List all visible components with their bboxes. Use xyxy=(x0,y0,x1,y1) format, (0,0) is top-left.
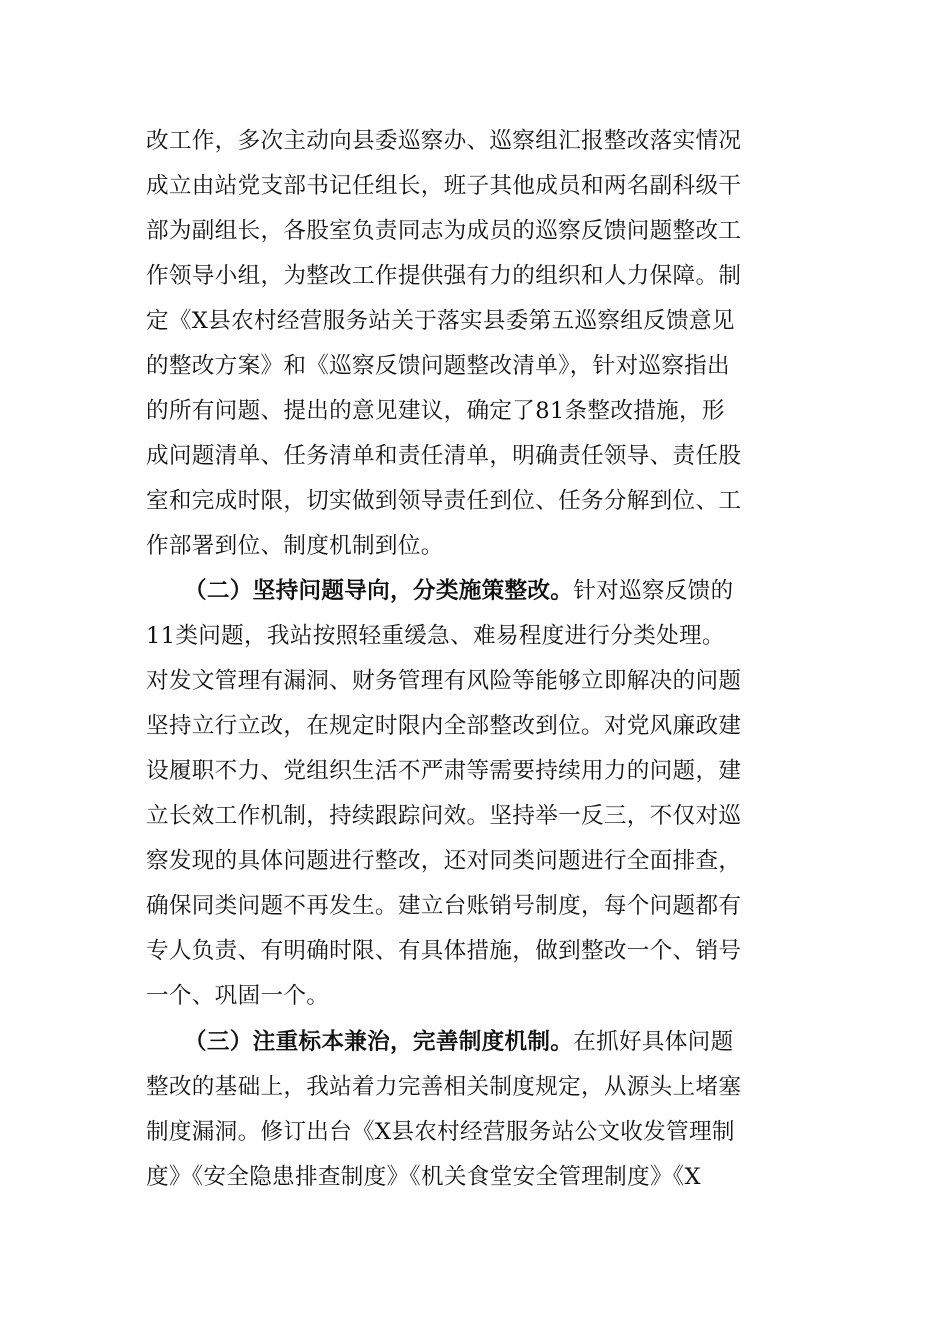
text-line: 一个、巩固一个。 xyxy=(146,983,330,1009)
text-line: 整改的基础上，我站着力完善相关制度规定，从源头上堵塞 xyxy=(146,1074,742,1100)
text-line: 立长效工作机制，持续跟踪问效。坚持举一反三，不仅对巡 xyxy=(146,803,742,829)
paragraph-2 xyxy=(146,569,810,1019)
text-line: 的所有问题、提出的意见建议，确定了81条整改措施，形 xyxy=(146,398,725,424)
text-line: 制度漏洞。修订出台《X县农村经营服务站公文收发管理制 xyxy=(146,1119,735,1145)
text-run: 针对巡察反馈的 xyxy=(573,578,734,604)
text-line: 坚持立行立改，在规定时限内全部整改到位。对党风廉政建 xyxy=(146,713,742,739)
section-heading: （三）注重标本兼治，完善制度机制。 xyxy=(184,1029,574,1055)
text-line: 成立由站党支部书记任组长，班子其他成员和两名副科级干 xyxy=(146,173,742,199)
text-line: 的整改方案》和《巡察反馈问题整改清单》，针对巡察指出 xyxy=(146,353,730,379)
text-line: 定《X县农村经营服务站关于落实县委第五巡察组反馈意见 xyxy=(146,308,735,334)
paragraph-1 xyxy=(146,119,810,569)
text-line: 11类问题，我站按照轻重缓急、难易程度进行分类处理。 xyxy=(146,623,725,649)
text-run: 在抓好具体问题 xyxy=(573,1029,734,1055)
text-line: 度》《安全隐患排查制度》《机关食堂安全管理制度》《X xyxy=(146,1164,701,1190)
text-line: 确保同类问题不再发生。建立台账销号制度，每个问题都有 xyxy=(146,893,742,919)
text-line: 设履职不力、党组织生活不严肃等需要持续用力的问题，建 xyxy=(146,758,742,784)
text-line-first xyxy=(146,569,810,614)
text-line: 察发现的具体问题进行整改，还对同类问题进行全面排查， xyxy=(146,848,742,874)
text-line: 部为副组长，各股室负责同志为成员的巡察反馈问题整改工 xyxy=(146,218,742,244)
text-line: 改工作，多次主动向县委巡察办、巡察组汇报整改落实情况 xyxy=(146,128,742,154)
paragraph-3 xyxy=(146,1020,810,1200)
text-line: 对发文管理有漏洞、财务管理有风险等能够立即解决的问题 xyxy=(146,668,742,694)
text-line-first xyxy=(146,1020,810,1065)
text-line: 作部署到位、制度机制到位。 xyxy=(146,533,444,559)
text-line: 专人负责、有明确时限、有具体措施，做到整改一个、销号 xyxy=(146,938,742,964)
section-heading: （二）坚持问题导向，分类施策整改。 xyxy=(184,578,574,604)
text-line: 室和完成时限，切实做到领导责任到位、任务分解到位、工 xyxy=(146,488,742,514)
text-line: 成问题清单、任务清单和责任清单，明确责任领导、责任股 xyxy=(146,443,742,469)
text-line: 作领导小组，为整改工作提供强有力的组织和人力保障。制 xyxy=(146,263,742,289)
